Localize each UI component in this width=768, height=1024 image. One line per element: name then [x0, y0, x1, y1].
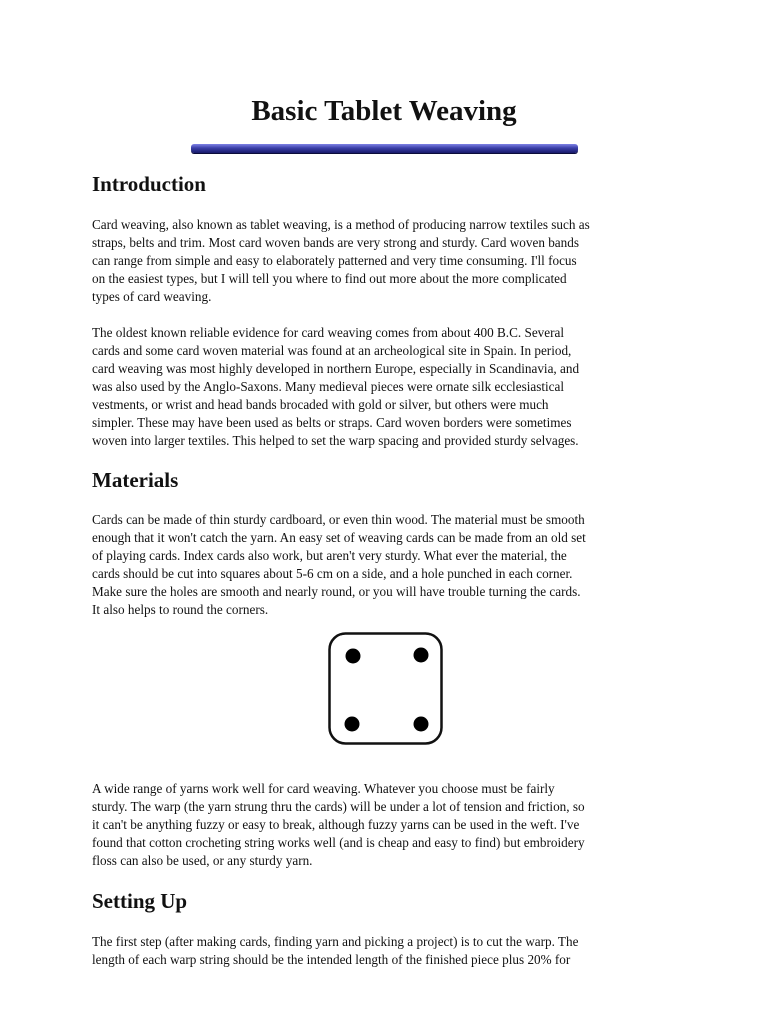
materials-paragraph-1: Cards can be made of thin sturdy cardboard, or even thin wood. The material must be smooth enough that it won't catch the yarn. An easy set of weaving cards can be made from an old set of playing cards. Index cards also work, but aren't very sturdy. What ever the material, the cards should be cut into squares about 5-6 cm on a side, and a hole punched in each corner. Make sure the holes are smooth and nearly round, or you will have trouble turning the cards. It also helps to round the corners.: [92, 512, 586, 617]
weaving-card-icon: [327, 631, 444, 746]
materials-heading: Materials: [92, 468, 179, 492]
title-divider: [191, 144, 578, 153]
introduction-paragraph-1: Card weaving, also known as tablet weaving, is a method of producing narrow textiles such as straps, belts and trim. Most card woven bands are very strong and sturdy. Card woven bands can range from simple and easy to elaborately patterned and very time consuming. I'll focus on the easiest types, but I will tell you where to find out more about the more complicated types of card weaving.: [92, 217, 590, 304]
introduction-heading: Introduction: [92, 172, 206, 196]
introduction-paragraph-2: The oldest known reliable evidence for card weaving comes from about 400 B.C. Several cards and some card woven material was found at an archeological site in Spain. In period, card weaving was most highly developed in northern Europe, especially in Scandinavia, and was also used by the Anglo-Saxons. Many medieval pieces were ornate silk ecclesiastical vestments, or wrist and head bands brocaded with gold or silver, but others were much simpler. These may have been used as belts or straps. Card woven borders were sometimes woven into larger textiles. This helped to set the warp spacing and provided sturdy selvages.: [92, 325, 580, 448]
materials-paragraph-2: A wide range of yarns work well for card weaving. Whatever you choose must be fairly sturdy. The warp (the yarn strung thru the cards) will be under a lot of tension and friction, so it can't be anything fuzzy or easy to break, although fuzzy yarns can be used in the weft. I've found that cotton crocheting string works well (and is cheap and easy to find) but embroidery floss can also be used, or any sturdy yarn.: [92, 781, 585, 868]
setting-up-paragraph-1: The first step (after making cards, finding yarn and picking a project) is to cut the warp. The length of each warp string should be the intended length of the finished piece plus 20% for: [92, 934, 579, 967]
setting-up-heading: Setting Up: [92, 889, 188, 913]
page-title: Basic Tablet Weaving: [251, 95, 517, 127]
